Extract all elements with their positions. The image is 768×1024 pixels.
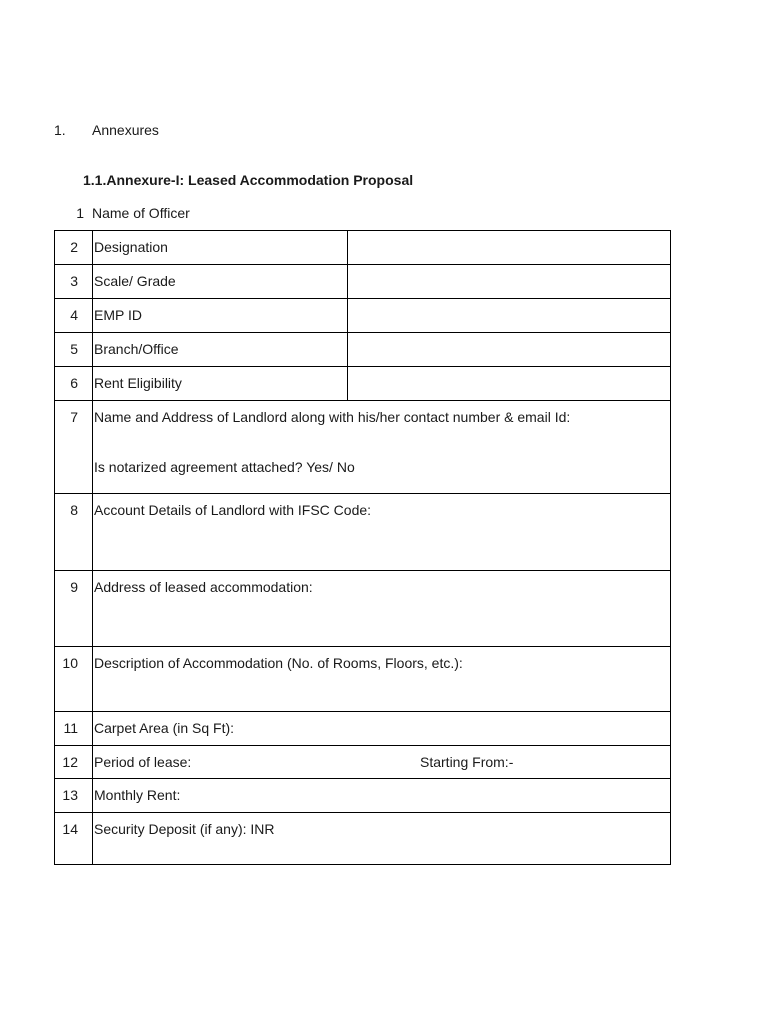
form-row-emp-id [55,299,671,333]
row-number: 6 [55,367,93,401]
row-label: Name of Officer [92,205,190,221]
form-row-description [55,647,671,712]
form-row-name-of-officer [54,205,190,221]
form-row-designation [55,231,671,265]
address-accommodation-cell[interactable] [93,571,671,647]
scale-grade-value-cell[interactable] [348,265,671,299]
form-row-landlord-details [55,401,671,494]
row-number: 14 [55,813,93,865]
row-number: 12 [55,746,93,779]
row-number: 1 [76,205,84,221]
row-number: 5 [55,333,93,367]
rent-eligibility-value-cell[interactable] [348,367,671,401]
row-label: Branch/Office [93,333,348,367]
starting-from-label: Starting From:- [420,754,514,770]
form-row-scale-grade [55,265,671,299]
form-row-branch-office [55,333,671,367]
row-label: Name and Address of Landlord along with his/her contact number & email Id: [94,409,571,425]
section-number: 1. [54,122,66,138]
account-details-cell[interactable] [93,494,671,571]
row-number: 9 [55,571,93,647]
row-number: 8 [55,494,93,571]
form-row-security-deposit [55,813,671,865]
carpet-area-cell[interactable] [93,712,671,746]
row-number: 4 [55,299,93,333]
row-label: Security Deposit (if any): INR [94,821,275,837]
monthly-rent-cell[interactable] [93,779,671,813]
section-title: Annexures [92,122,159,138]
landlord-details-cell[interactable] [93,401,671,494]
security-deposit-cell[interactable] [93,813,671,865]
row-label: EMP ID [93,299,348,333]
row-number: 2 [55,231,93,265]
row-label: Account Details of Landlord with IFSC Code: [94,502,372,518]
branch-office-value-cell[interactable] [348,333,671,367]
row-label: Address of leased accommodation: [94,579,313,595]
form-row-monthly-rent [55,779,671,813]
emp-id-value-cell[interactable] [348,299,671,333]
row-label: Description of Accommodation (No. of Rooms, Floors, etc.): [94,655,463,671]
row-number: 3 [55,265,93,299]
row-label: Carpet Area (in Sq Ft): [94,720,235,736]
row-number: 7 [55,401,93,494]
row-label: Rent Eligibility [93,367,348,401]
period-of-lease-cell[interactable] [93,746,671,779]
form-row-period-of-lease [55,746,671,779]
form-row-account-details [55,494,671,571]
row-number: 10 [55,647,93,712]
description-cell[interactable] [93,647,671,712]
notarized-agreement-label: Is notarized agreement attached? Yes/ No [94,459,355,475]
row-label: Designation [93,231,348,265]
designation-value-cell[interactable] [348,231,671,265]
form-row-carpet-area [55,712,671,746]
form-row-rent-eligibility [55,367,671,401]
section-heading [54,122,159,138]
row-label: Scale/ Grade [93,265,348,299]
row-label: Period of lease: [94,754,192,770]
form-row-address-accommodation [55,571,671,647]
proposal-form-table [54,230,671,865]
row-number: 13 [55,779,93,813]
row-label: Monthly Rent: [94,787,181,803]
subsection-title: 1.1.Annexure-I: Leased Accommodation Proposal [83,172,414,188]
row-number: 11 [55,712,93,746]
